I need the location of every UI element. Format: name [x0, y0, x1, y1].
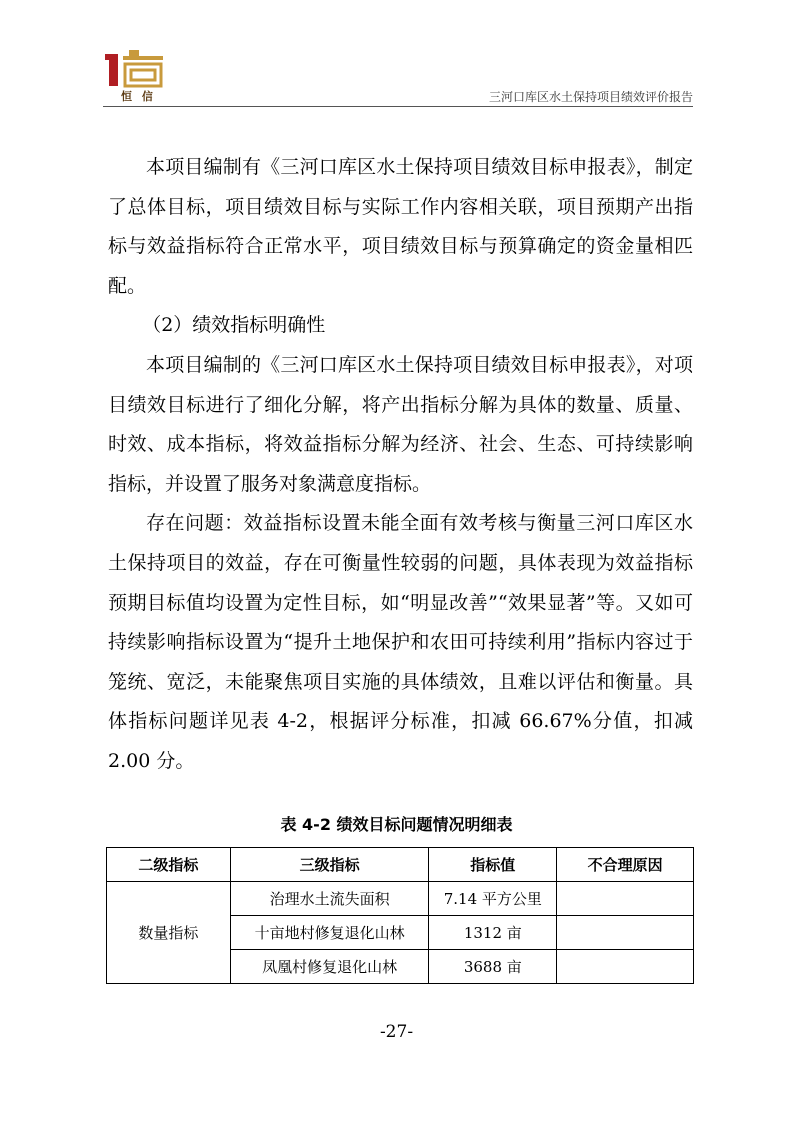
- level3-cell: 治理水土流失面积: [230, 882, 429, 916]
- paragraph-1: 本项目编制有《三河口库区水土保持项目绩效目标申报表》，制定了总体目标，项目绩效目标与实际工作内容相关联，项目预期产出指标与效益指标符合正常水平，项目绩效目标与预算确定的资金量相匹配。: [108, 156, 693, 297]
- header-cell: 不合理原因: [557, 848, 694, 882]
- paragraph-2: 本项目编制的《三河口库区水土保持项目绩效目标申报表》，对项目绩效目标进行了细化分解，将产出指标分解为具体的数量、质量、时效、成本指标，将效益指标分解为经济、社会、生态、可持续影响指标，并设置了服务对象满意度指标。: [108, 353, 693, 495]
- page-header: [103, 50, 693, 108]
- value-cell: 3688 亩: [429, 950, 557, 984]
- reason-cell: [557, 882, 694, 916]
- page-number: -27-: [379, 1022, 414, 1042]
- header-cell: 指标值: [429, 848, 557, 882]
- paragraph-3: 存在问题：效益指标设置未能全面有效考核与衡量三河口库区水土保持项目的效益，存在可衡量性较弱的问题，具体表现为效益指标预期目标值均设置为定性目标，如“明显改善”“效果显著”等。又如可持续影响指标设置为“提升土地保护和农田可持续利用”指标内容过于笼统、宽泛，未能聚焦项目实施的具体绩效，且难以评估和衡量。具体指标问题详见表 4-2，根据评分标准，扣减 66.67%分值，扣减 2.00 分。: [108, 512, 693, 772]
- level3-cell: 凤凰村修复退化山林: [230, 950, 429, 984]
- level3-cell: 十亩地村修复退化山林: [230, 916, 429, 950]
- section-heading: （2）绩效指标明确性: [142, 314, 326, 337]
- header-divider: [103, 106, 693, 107]
- table-row: [107, 882, 694, 916]
- value-cell: 7.14 平方公里: [429, 882, 557, 916]
- header-cell: 二级指标: [107, 848, 231, 882]
- report-title: 三河口库区水土保持项目绩效评价报告: [488, 90, 693, 104]
- table-caption: 表 4-2 绩效目标问题情况明细表: [280, 815, 513, 834]
- header-cell: 三级指标: [230, 848, 429, 882]
- body-text: [108, 148, 693, 782]
- reason-cell: [557, 916, 694, 950]
- table-header-row: [107, 848, 694, 882]
- group-label-cell: 数量指标: [107, 882, 231, 984]
- detail-table: [106, 847, 694, 984]
- logo-text: 恒 信: [121, 90, 156, 103]
- value-cell: 1312 亩: [429, 916, 557, 950]
- reason-cell: [557, 950, 694, 984]
